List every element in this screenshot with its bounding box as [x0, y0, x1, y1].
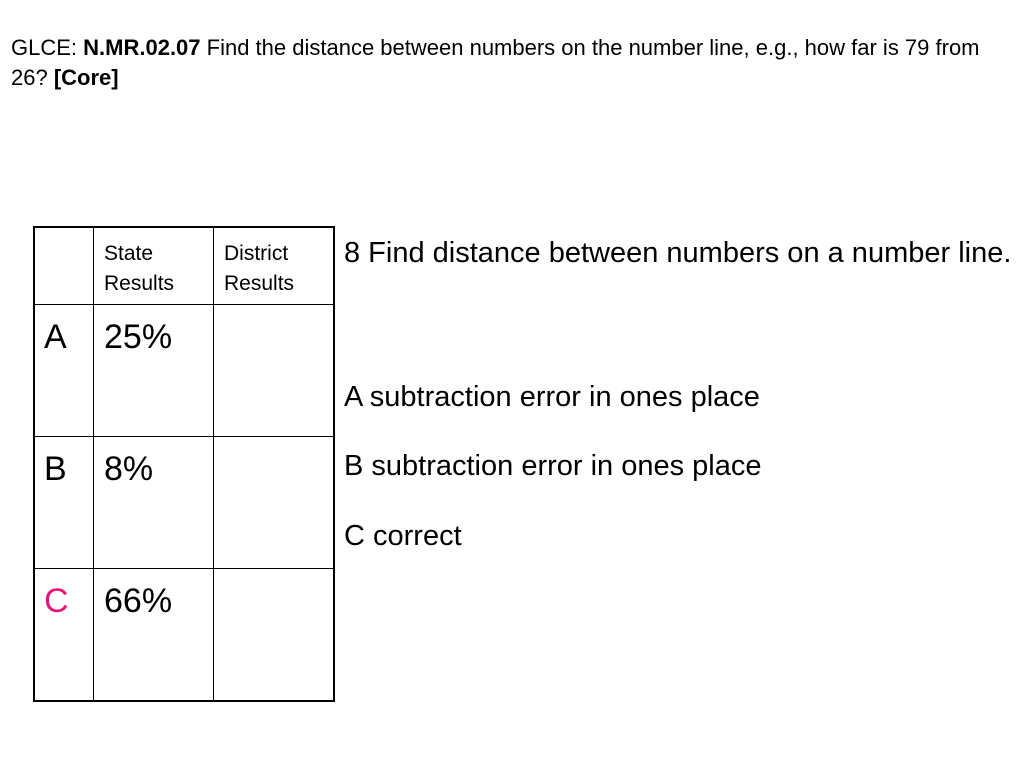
glce-tag: [Core]: [53, 65, 119, 90]
state-result-value: 66%: [104, 582, 173, 620]
row-c-state-cell: [94, 569, 214, 702]
header-district-results: District Results: [224, 242, 295, 295]
row-letter-correct: C: [44, 582, 69, 620]
state-result-value: 8%: [104, 450, 154, 488]
answer-b-text: B subtraction error in ones place: [344, 450, 762, 482]
row-b-district-cell: [214, 437, 335, 569]
row-a-district-cell: [214, 305, 335, 437]
table-row: [34, 437, 334, 569]
row-a-state-cell: [94, 305, 214, 437]
answer-c-text: C correct: [344, 520, 462, 552]
results-table: [33, 226, 335, 702]
table-row: [34, 305, 334, 437]
table-row: [34, 569, 334, 702]
header-state-results: State Results: [104, 242, 175, 295]
answer-a-text: A subtraction error in ones place: [344, 381, 760, 413]
state-result-value: 25%: [104, 318, 173, 356]
glce-header: [11, 33, 1011, 93]
row-b-letter-cell: [34, 437, 94, 569]
header-blank-label: [35, 228, 93, 239]
question-text: 8 Find distance between numbers on a number line.: [344, 237, 1012, 269]
glce-code: N.MR.02.07: [83, 35, 201, 60]
row-c-letter-cell: [34, 569, 94, 702]
district-result-value: [214, 305, 333, 317]
row-c-district-cell: [214, 569, 335, 702]
header-cell-blank: [34, 227, 94, 305]
row-letter: A: [44, 318, 67, 356]
row-a-letter-cell: [34, 305, 94, 437]
glce-description: Find the distance between numbers on the number line, e.g., how far is 79 from 26?: [11, 35, 980, 90]
district-result-value: [214, 437, 333, 449]
item-description: [344, 234, 1014, 552]
table-header-row: [34, 227, 334, 305]
glce-prefix: GLCE:: [11, 35, 84, 60]
row-letter: B: [44, 450, 67, 488]
district-result-value: [214, 569, 333, 581]
header-cell-state: [94, 227, 214, 305]
header-cell-district: [214, 227, 335, 305]
row-b-state-cell: [94, 437, 214, 569]
